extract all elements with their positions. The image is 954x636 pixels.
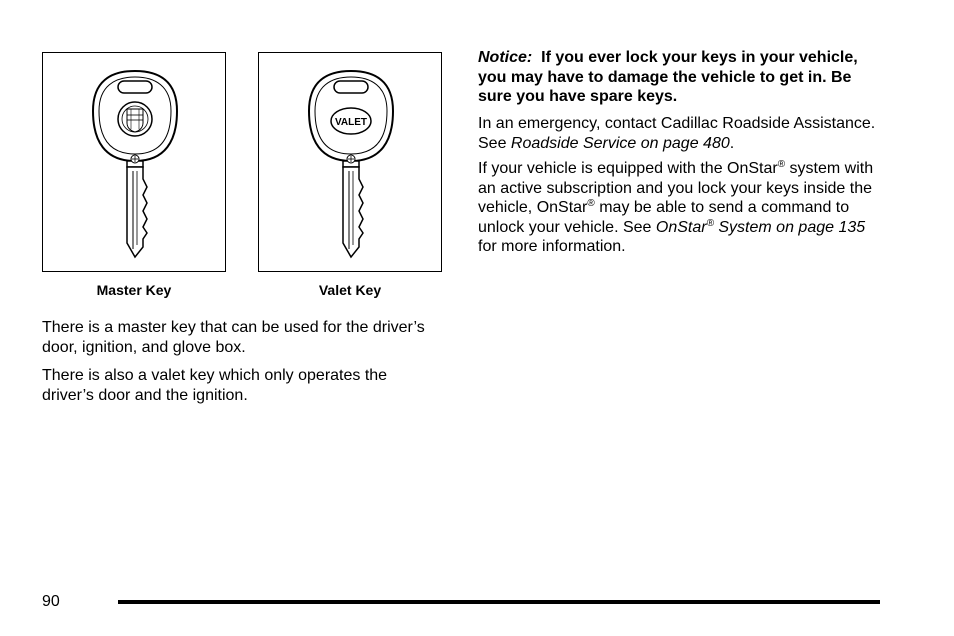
onstar-text-b: system with an active subscription and you lock your keys inside the vehicle, OnStar [478,160,874,216]
onstar-paragraph [478,159,878,257]
registered-mark: ® [777,159,786,170]
page-number: 90 [42,593,60,610]
valet-key-icon [259,53,443,273]
onstar-ref-page: System on page 135 [713,218,866,236]
valet-key-figure [258,52,442,272]
onstar-text-c: may be able to send a command to unlock your vehicle. See [478,199,850,236]
roadside-end: . [729,134,735,152]
master-key-figure [42,52,226,272]
footer-rule [118,600,880,604]
valet-key-caption: Valet Key [318,282,382,298]
master-key-caption: Master Key [96,282,172,298]
roadside-text: In an emergency, contact Cadillac Roadside Assistance. See [478,115,876,152]
master-key-paragraph: There is a master key that can be used for the driver’s door, ignition, and glove box. [42,319,425,356]
registered-mark: ® [706,217,714,229]
notice-label: Notice: [478,49,533,66]
valet-key-paragraph: There is also a valet key which only operates the driver’s door and the ignition. [42,367,388,404]
notice-paragraph [478,48,878,107]
onstar-ref-name: OnStar [655,218,707,236]
master-key-icon [43,53,227,273]
onstar-reference-link[interactable] [656,219,865,236]
roadside-paragraph [478,114,878,153]
registered-mark: ® [587,198,595,209]
onstar-text-d: for more information. [478,238,626,255]
valet-head-text: VALET [334,117,368,128]
roadside-reference-link[interactable]: Roadside Service on page 480 [510,134,730,152]
onstar-text-a: If your vehicle is equipped with the OnStar [478,160,778,177]
notice-text: If you ever lock your keys in your vehicle, you may have to damage the vehicle to get in. Be sure you have spare keys. [478,49,858,105]
